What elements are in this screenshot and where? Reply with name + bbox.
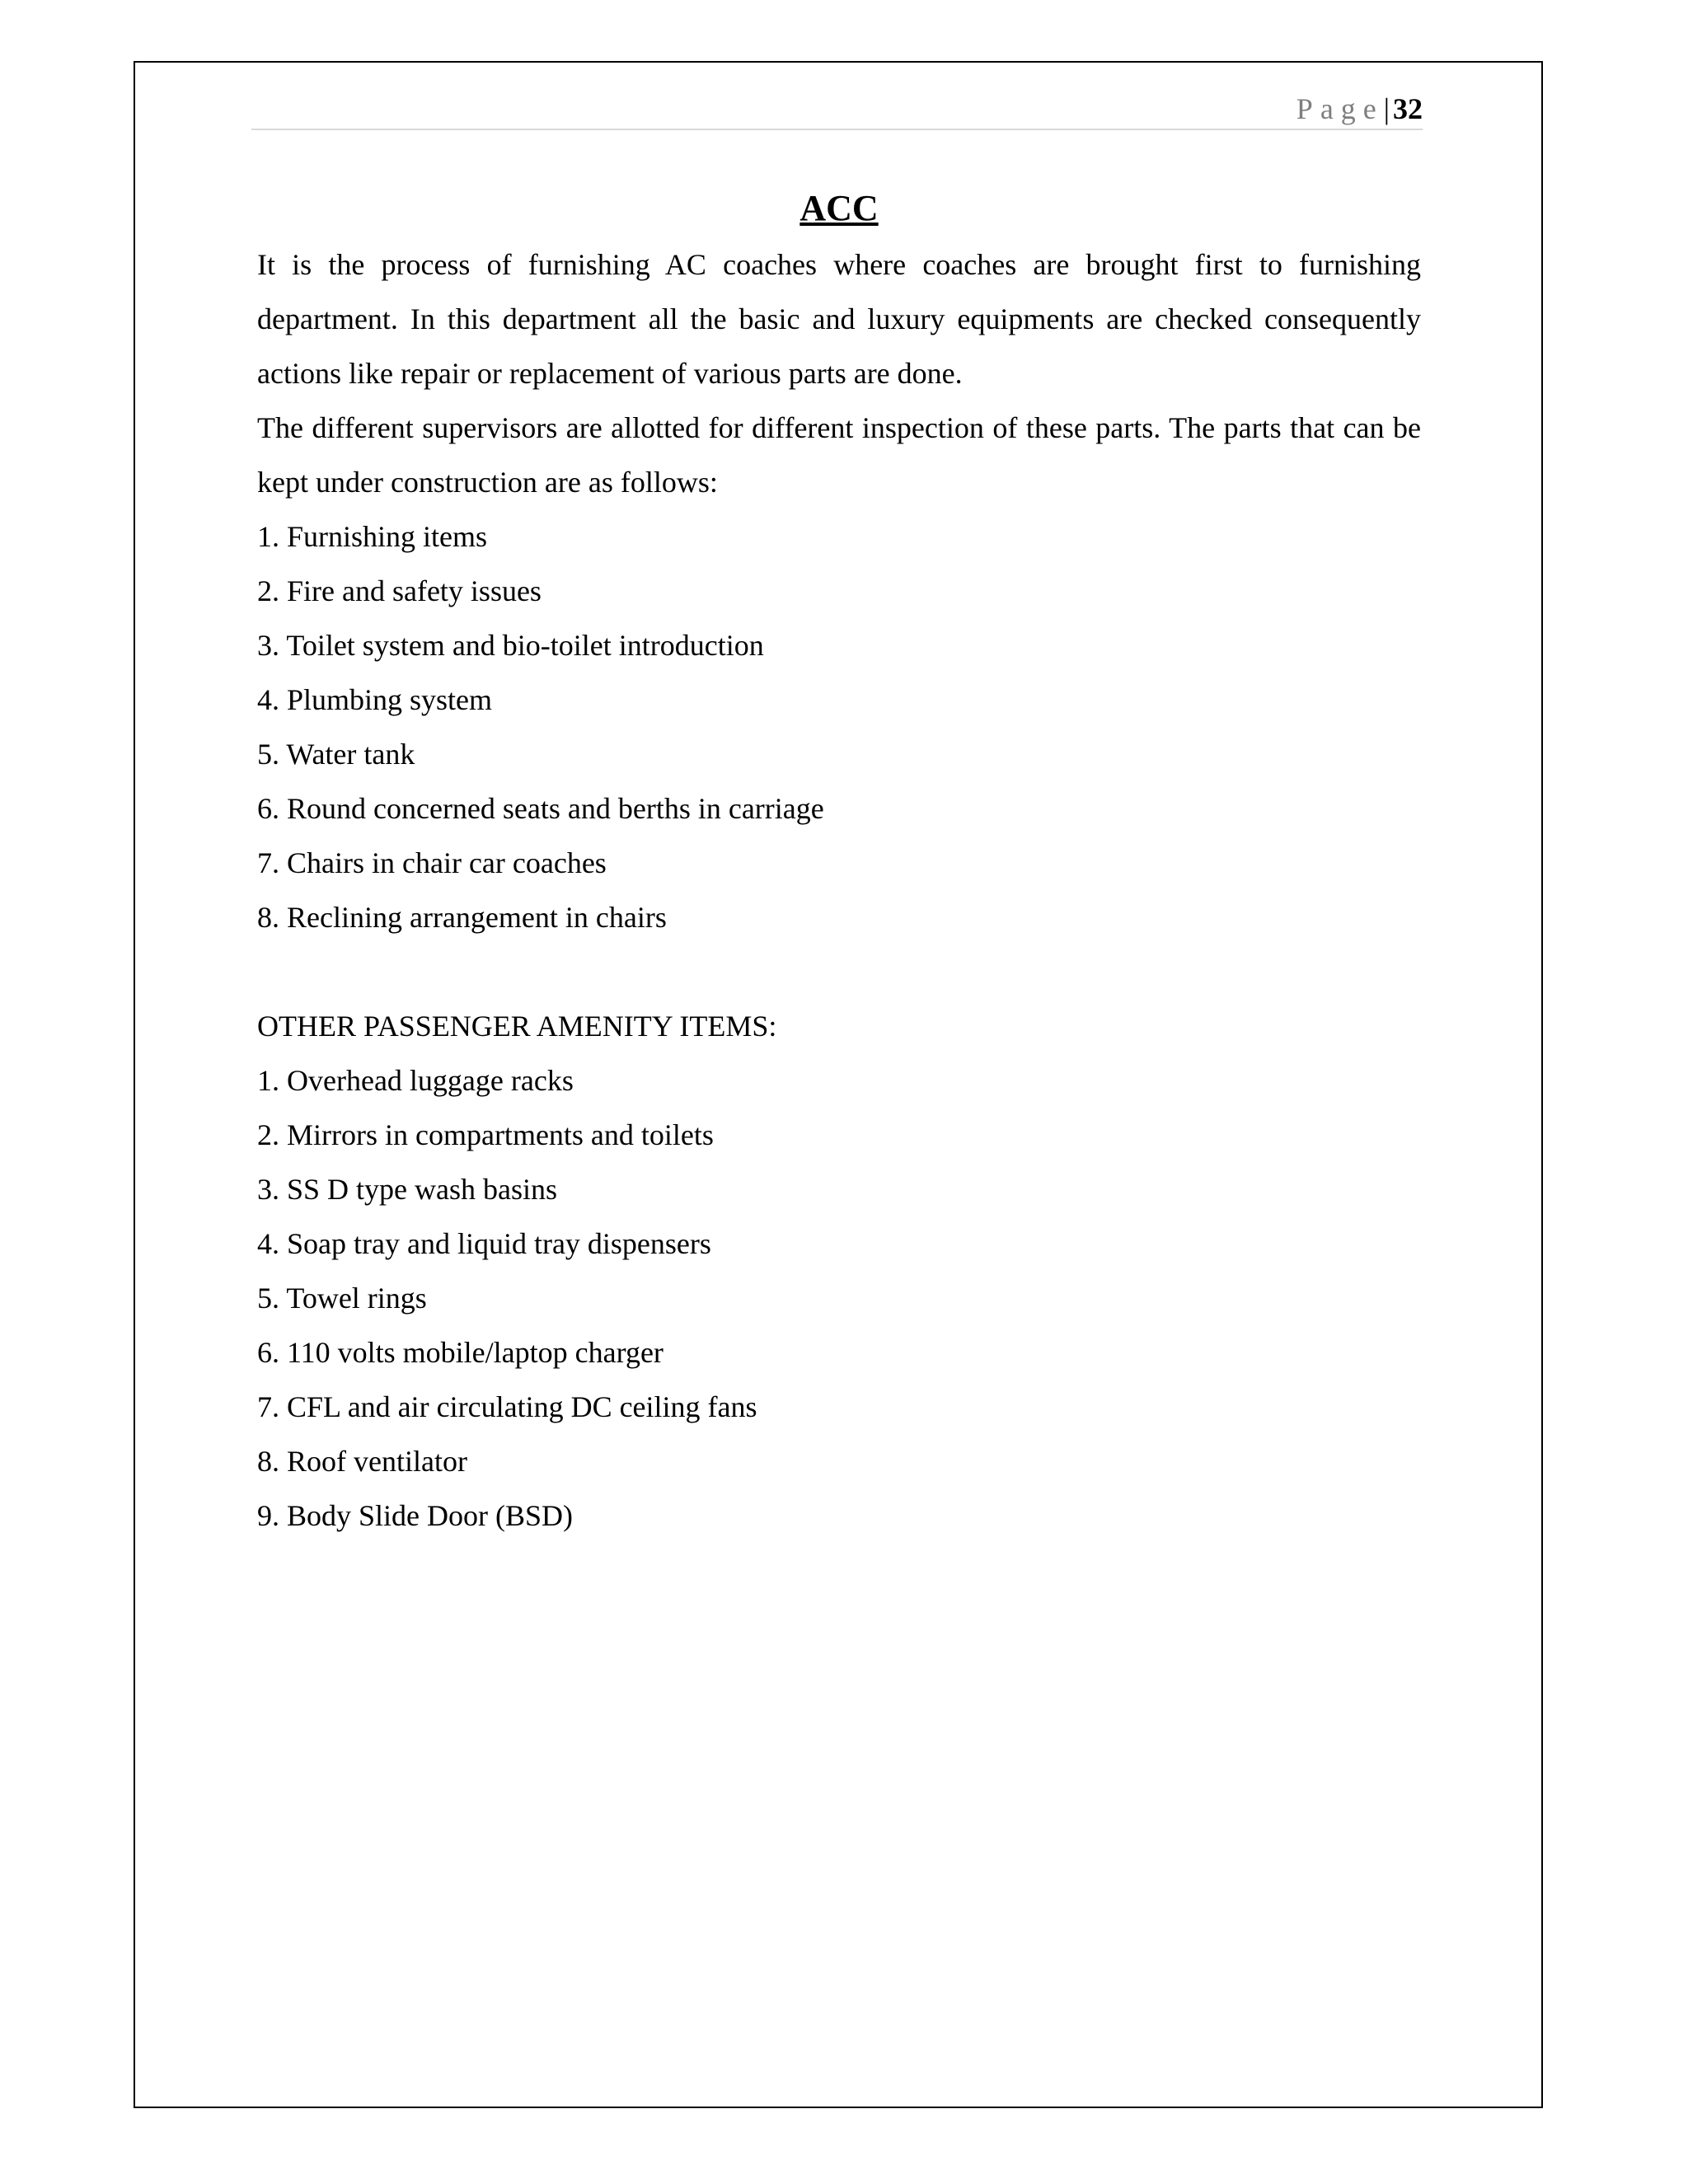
document-title: ACC: [799, 188, 879, 228]
list-item: 5. Towel rings: [257, 1282, 427, 1315]
list-item: 9. Body Slide Door (BSD): [257, 1499, 574, 1532]
list-item: 3. Toilet system and bio-toilet introduction: [257, 629, 764, 662]
document-body: [257, 180, 1421, 1543]
amenity-heading: OTHER PASSENGER AMENITY ITEMS:: [257, 1010, 777, 1043]
list-item: 6. Round concerned seats and berths in carriage: [257, 792, 824, 825]
list-item: 5. Water tank: [257, 738, 415, 771]
page-header: [251, 89, 1423, 130]
list-item: 2. Fire and safety issues: [257, 574, 542, 607]
supervisors-paragraph: The different supervisors are allotted for different inspection of these parts. The parts that can be kept under construction are as follows:: [257, 411, 1421, 499]
amenity-list: [257, 1053, 1421, 1543]
page-separator: |: [1383, 92, 1390, 125]
parts-list: [257, 509, 1421, 944]
list-item: 2. Mirrors in compartments and toilets: [257, 1118, 714, 1151]
list-item: 7. CFL and air circulating DC ceiling fans: [257, 1390, 757, 1423]
list-item: 1. Overhead luggage racks: [257, 1064, 574, 1097]
list-item: 8. Reclining arrangement in chairs: [257, 901, 667, 934]
section-spacer: [257, 944, 1421, 999]
list-item: 8. Roof ventilator: [257, 1445, 467, 1478]
intro-paragraph: It is the process of furnishing AC coaches where coaches are brought first to furnishing department. In this department all the basic and luxury equipments are checked consequently actions like repair or replacement of various parts are done.: [257, 248, 1421, 390]
list-item: 1. Furnishing items: [257, 520, 488, 553]
list-item: 4. Plumbing system: [257, 683, 493, 716]
page-number: 32: [1393, 92, 1423, 125]
list-item: 4. Soap tray and liquid tray dispensers: [257, 1227, 711, 1260]
list-item: 6. 110 volts mobile/laptop charger: [257, 1336, 663, 1369]
page-label: Page: [1296, 92, 1384, 125]
list-item: 3. SS D type wash basins: [257, 1173, 558, 1206]
list-item: 7. Chairs in chair car coaches: [257, 846, 607, 879]
